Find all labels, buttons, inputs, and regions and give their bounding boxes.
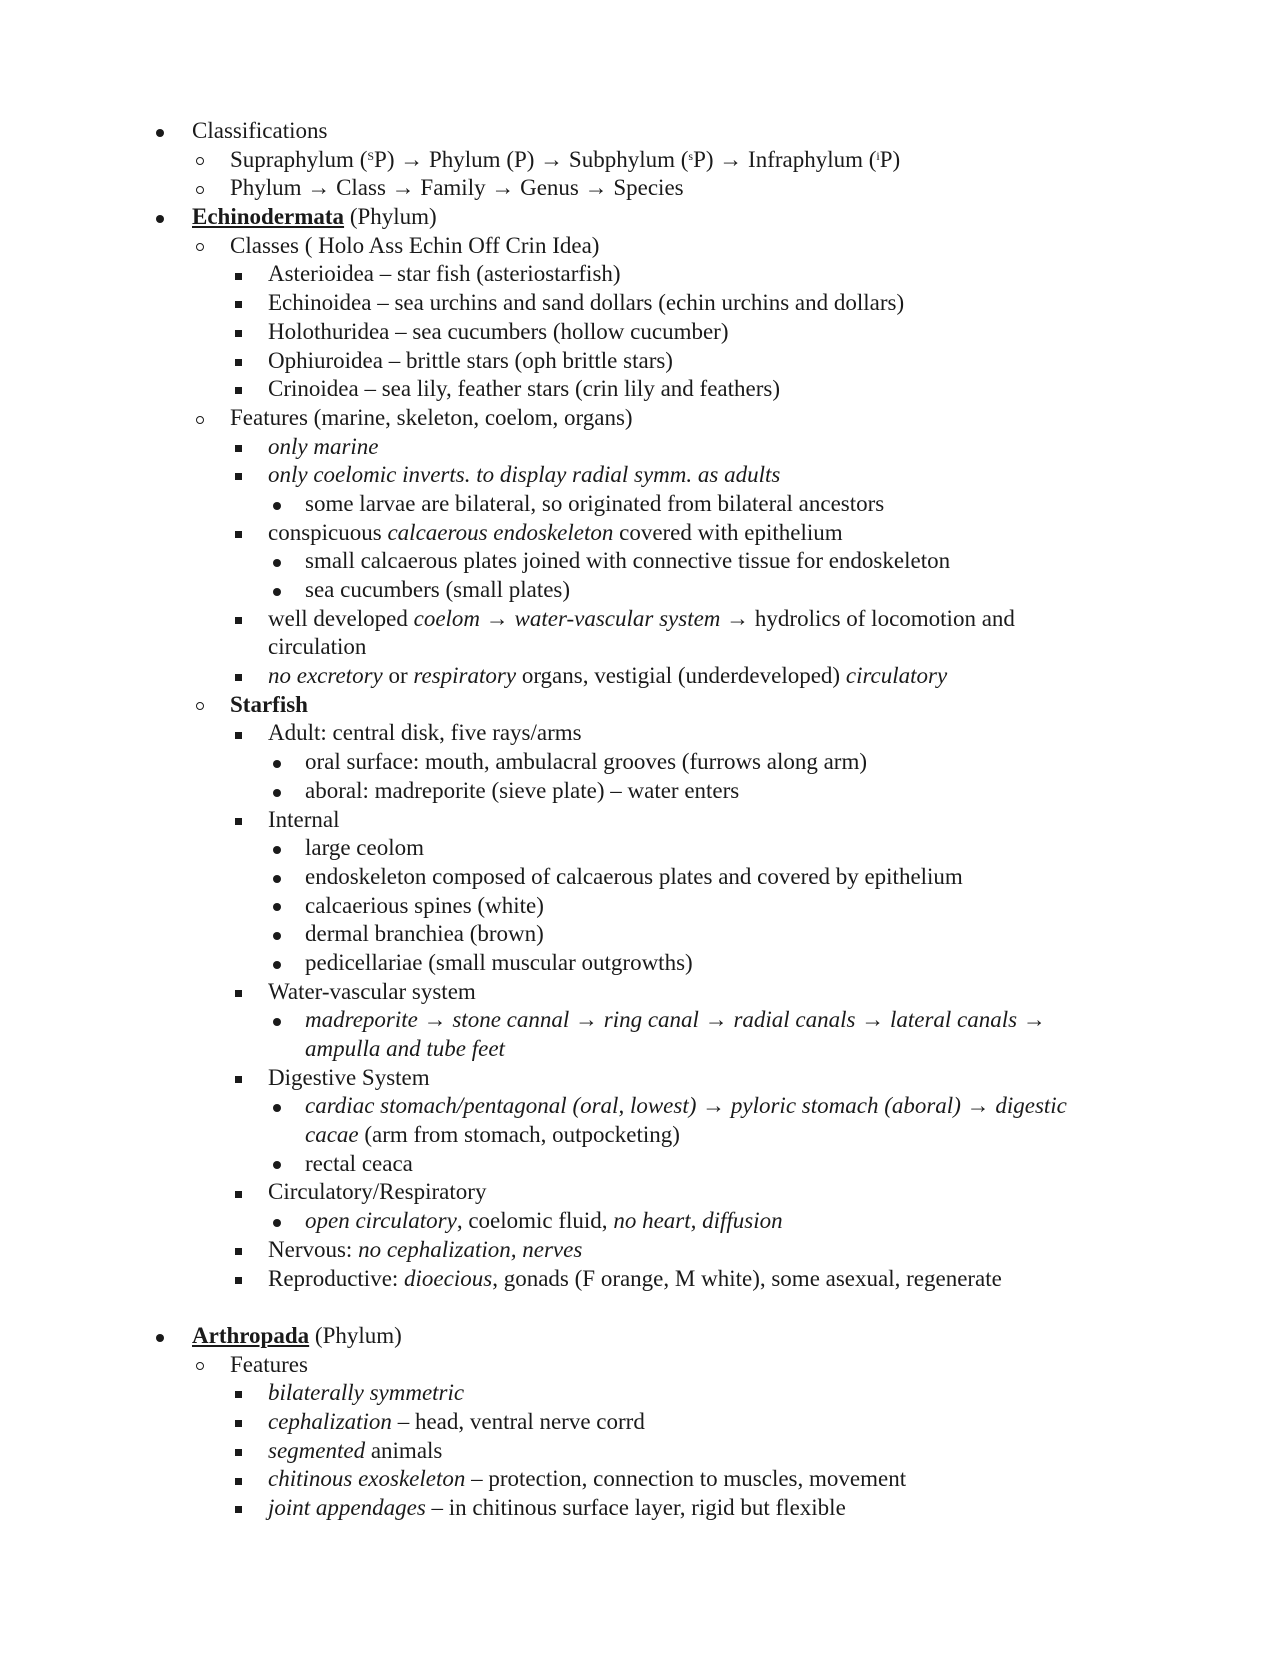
list-item: Internal — [0, 806, 1280, 835]
list-item — [0, 203, 1280, 232]
taxonomy-ranks-line: Supraphylum ($^S$P) → Phylum (P) → Subphylum ($^s$P) → Infraphylum ($^i$P) — [230, 146, 901, 172]
list-item — [0, 1322, 1280, 1351]
bullet-square-icon — [226, 318, 250, 347]
list-item: Reproductive: dioecious, gonads (F orange, M white), some asexual, regenerate — [0, 1265, 1280, 1294]
bullet-circle-icon — [188, 1351, 212, 1380]
bullet-circle-icon — [188, 174, 212, 203]
list-item — [0, 174, 1280, 203]
list-item: no excretory or respiratory organs, vestigial (underdeveloped) circulatory — [0, 662, 1280, 691]
list-item: chitinous exoskeleton – protection, connection to muscles, movement — [0, 1465, 1280, 1494]
bullet-dot-icon — [265, 892, 289, 921]
list-item-continuation: cacae (arm from stomach, outpocketing) — [305, 1122, 680, 1148]
list-item: cardiac stomach/pentagonal (oral, lowest) → pyloric stomach (aboral) → digestic — [0, 1092, 1280, 1121]
bullet-dot-icon — [265, 863, 289, 892]
bullet-dot-icon — [148, 203, 172, 232]
list-item: open circulatory, coelomic fluid, no heart, diffusion — [0, 1207, 1280, 1236]
bullet-dot-icon — [265, 949, 289, 978]
bullet-square-icon — [226, 347, 250, 376]
bullet-dot-icon — [265, 1092, 289, 1121]
list-item: madreporite → stone cannal → ring canal → radial canals → lateral canals → — [0, 1006, 1280, 1035]
bullet-square-icon — [226, 1465, 250, 1494]
list-item: oral surface: mouth, ambulacral grooves (furrows along arm) — [0, 748, 1280, 777]
list-item: aboral: madreporite (sieve plate) – water enters — [0, 777, 1280, 806]
classifications-heading: Classifications — [192, 118, 328, 143]
list-item — [0, 117, 1280, 146]
bullet-circle-icon — [188, 404, 212, 433]
bullet-square-icon — [226, 1236, 250, 1265]
list-item: Digestive System — [0, 1064, 1280, 1093]
list-item: Nervous: no cephalization, nerves — [0, 1236, 1280, 1265]
list-item — [0, 146, 1280, 175]
list-item: only marine — [0, 433, 1280, 462]
bullet-square-icon — [226, 719, 250, 748]
list-item: Holothuridea – sea cucumbers (hollow cucumber) — [0, 318, 1280, 347]
bullet-square-icon — [226, 375, 250, 404]
bullet-square-icon — [226, 1379, 250, 1408]
bullet-square-icon — [226, 289, 250, 318]
classes-heading: Classes ( Holo Ass Echin Off Crin Idea) — [230, 232, 600, 258]
blank-line — [0, 1293, 1280, 1322]
arthropada-heading: Arthropada (Phylum) — [192, 1322, 402, 1348]
list-item: some larvae are bilateral, so originated from bilateral ancestors — [0, 490, 1280, 519]
bullet-dot-icon — [265, 920, 289, 949]
list-item: Circulatory/Respiratory — [0, 1178, 1280, 1207]
list-item-continuation: circulation — [268, 634, 367, 660]
list-item: large ceolom — [0, 834, 1280, 863]
list-item — [0, 691, 1280, 720]
bullet-square-icon — [226, 662, 250, 691]
bullet-dot-icon — [265, 1150, 289, 1179]
bullet-square-icon — [226, 461, 250, 490]
list-item-continuation: ampulla and tube feet — [305, 1036, 505, 1061]
bullet-dot-icon — [265, 576, 289, 605]
bullet-square-icon — [226, 1408, 250, 1437]
list-item: conspicuous calcaerous endoskeleton covered with epithelium — [0, 519, 1280, 548]
list-item: Asterioidea – star fish (asteriostarfish) — [0, 260, 1280, 289]
list-item: Crinoidea – sea lily, feather stars (crin lily and feathers) — [0, 375, 1280, 404]
echinodermata-heading: Echinodermata (Phylum) — [192, 204, 437, 230]
list-item: joint appendages – in chitinous surface layer, rigid but flexible — [0, 1494, 1280, 1523]
bullet-dot-icon — [148, 1322, 172, 1351]
bullet-dot-icon — [265, 748, 289, 777]
bullet-circle-icon — [188, 232, 212, 261]
list-item: endoskeleton composed of calcaerous plates and covered by epithelium — [0, 863, 1280, 892]
bullet-square-icon — [226, 1178, 250, 1207]
list-item: calcaerious spines (white) — [0, 892, 1280, 921]
bullet-square-icon — [226, 1437, 250, 1466]
bullet-square-icon — [226, 433, 250, 462]
list-item: sea cucumbers (small plates) — [0, 576, 1280, 605]
bullet-dot-icon — [265, 1207, 289, 1236]
list-item — [0, 404, 1280, 433]
bullet-circle-icon — [188, 691, 212, 720]
bullet-square-icon — [226, 1494, 250, 1523]
list-item: cephalization – head, ventral nerve corrd — [0, 1408, 1280, 1437]
bullet-square-icon — [226, 1064, 250, 1093]
list-item — [0, 1351, 1280, 1380]
document-body — [0, 117, 1280, 1523]
list-item: dermal branchiea (brown) — [0, 920, 1280, 949]
list-item: Water-vascular system — [0, 978, 1280, 1007]
features-heading: Features (marine, skeleton, coelom, organs) — [230, 404, 633, 430]
bullet-dot-icon — [265, 777, 289, 806]
list-item: Adult: central disk, five rays/arms — [0, 719, 1280, 748]
list-item: only coelomic inverts. to display radial symm. as adults — [0, 461, 1280, 490]
bullet-square-icon — [226, 978, 250, 1007]
list-item: pedicellariae (small muscular outgrowths) — [0, 949, 1280, 978]
taxonomy-order-line: Phylum → Class → Family → Genus → Species — [230, 175, 684, 201]
bullet-square-icon — [226, 519, 250, 548]
list-item: segmented animals — [0, 1437, 1280, 1466]
bullet-square-icon — [226, 806, 250, 835]
list-item: well developed coelom → water-vascular system → hydrolics of locomotion and — [0, 605, 1280, 634]
arthropada-features-heading: Features — [230, 1351, 308, 1377]
list-item: Ophiuroidea – brittle stars (oph brittle stars) — [0, 347, 1280, 376]
bullet-square-icon — [226, 260, 250, 289]
bullet-dot-icon — [265, 834, 289, 863]
list-item — [0, 232, 1280, 261]
list-item: small calcaerous plates joined with connective tissue for endoskeleton — [0, 547, 1280, 576]
list-item: Echinoidea – sea urchins and sand dollars (echin urchins and dollars) — [0, 289, 1280, 318]
bullet-dot-icon — [148, 117, 172, 146]
bullet-square-icon — [226, 605, 250, 634]
list-item: rectal ceaca — [0, 1150, 1280, 1179]
bullet-dot-icon — [265, 490, 289, 519]
bullet-circle-icon — [188, 146, 212, 175]
bullet-square-icon — [226, 1265, 250, 1294]
list-item: bilaterally symmetric — [0, 1379, 1280, 1408]
bullet-dot-icon — [265, 1006, 289, 1035]
bullet-dot-icon — [265, 547, 289, 576]
starfish-heading: Starfish — [230, 691, 308, 717]
